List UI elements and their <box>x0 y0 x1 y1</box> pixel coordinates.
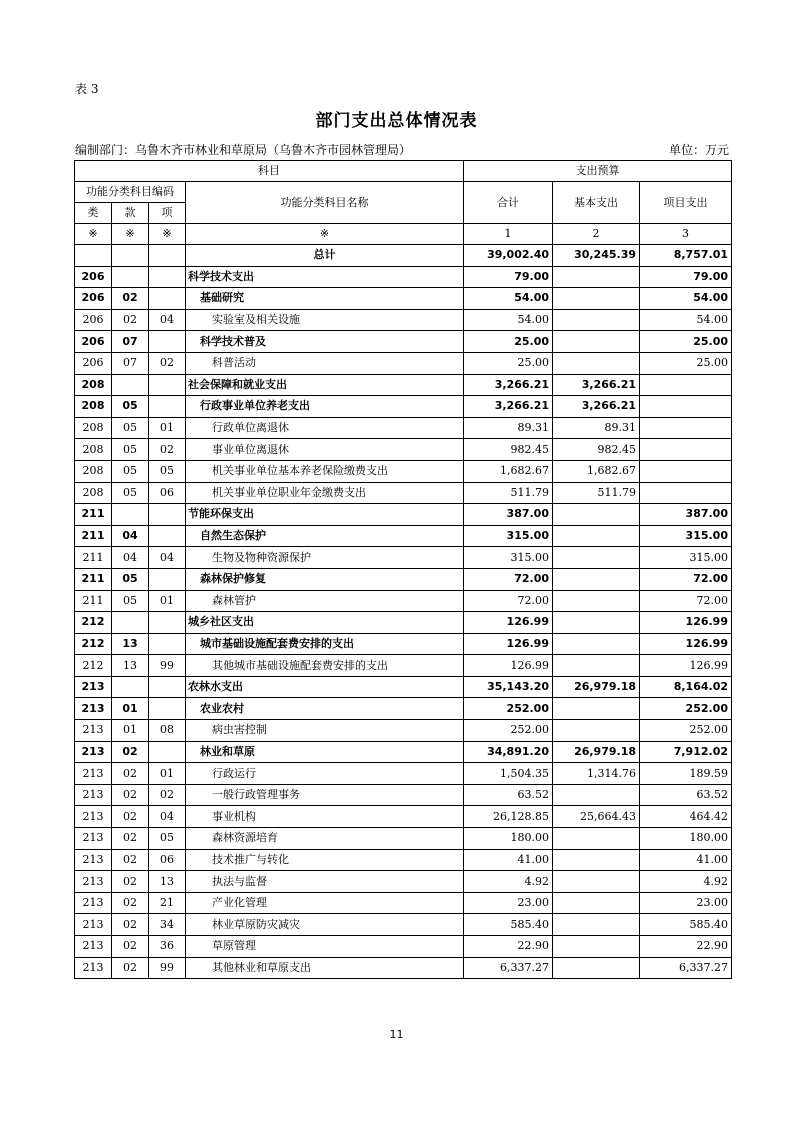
class-code: 213 <box>75 957 112 979</box>
table-row <box>75 828 732 850</box>
project-amount: 180.00 <box>640 828 732 850</box>
header-row-1 <box>75 161 732 182</box>
class-code: 212 <box>75 612 112 634</box>
total-amount: 79.00 <box>464 266 553 288</box>
subject-name: 产业化管理 <box>186 892 464 914</box>
subject-name: 其他林业和草原支出 <box>186 957 464 979</box>
class-code: 206 <box>75 266 112 288</box>
subject-name: 草原管理 <box>186 936 464 958</box>
project-amount: 41.00 <box>640 849 732 871</box>
project-amount <box>640 439 732 461</box>
subject-name: 病虫害控制 <box>186 720 464 742</box>
project-header: 项目支出 <box>640 182 732 224</box>
subject-name: 农林水支出 <box>186 676 464 698</box>
table-row <box>75 914 732 936</box>
empty-cell <box>112 245 149 267</box>
class-code: 213 <box>75 828 112 850</box>
section-code: 02 <box>112 892 149 914</box>
item-code: 13 <box>149 871 186 893</box>
kuan-header: 款 <box>112 203 149 224</box>
subject-name: 机关事业单位职业年金缴费支出 <box>186 482 464 504</box>
class-code: 211 <box>75 504 112 526</box>
subject-name: 城乡社区支出 <box>186 612 464 634</box>
section-code: 07 <box>112 352 149 374</box>
department-label: 编制部门：乌鲁木齐市林业和草原局（乌鲁木齐市园林管理局） <box>75 143 412 157</box>
class-code: 208 <box>75 374 112 396</box>
subject-name: 森林管护 <box>186 590 464 612</box>
project-amount: 126.99 <box>640 655 732 677</box>
subject-name: 实验室及相关设施 <box>186 309 464 331</box>
item-code <box>149 612 186 634</box>
grand-total-row <box>75 245 732 267</box>
item-code <box>149 568 186 590</box>
table-row <box>75 288 732 310</box>
empty-cell <box>149 245 186 267</box>
subject-header: 科目 <box>75 161 464 182</box>
basic-amount <box>553 590 640 612</box>
class-code: 213 <box>75 914 112 936</box>
section-code: 05 <box>112 439 149 461</box>
table-label: 表 3 <box>75 82 99 96</box>
section-code <box>112 374 149 396</box>
code-group-header: 功能分类科目编码 <box>75 182 186 203</box>
subject-name: 森林资源培育 <box>186 828 464 850</box>
table-row <box>75 849 732 871</box>
subject-name: 科学技术支出 <box>186 266 464 288</box>
section-code: 02 <box>112 309 149 331</box>
project-amount: 72.00 <box>640 590 732 612</box>
project-amount: 252.00 <box>640 720 732 742</box>
subject-name: 森林保护修复 <box>186 568 464 590</box>
class-code: 206 <box>75 331 112 353</box>
class-code: 206 <box>75 309 112 331</box>
class-code: 213 <box>75 936 112 958</box>
basic-amount: 26,979.18 <box>553 676 640 698</box>
basic-amount <box>553 331 640 353</box>
total-amount: 126.99 <box>464 612 553 634</box>
total-amount: 315.00 <box>464 525 553 547</box>
section-code: 05 <box>112 482 149 504</box>
project-amount: 464.42 <box>640 806 732 828</box>
subject-name: 自然生态保护 <box>186 525 464 547</box>
basic-amount: 26,979.18 <box>553 741 640 763</box>
subject-name: 机关事业单位基本养老保险缴费支出 <box>186 460 464 482</box>
table-row <box>75 396 732 418</box>
subject-name: 技术推广与转化 <box>186 849 464 871</box>
index-row <box>75 224 732 245</box>
table-row <box>75 547 732 569</box>
table-row <box>75 568 732 590</box>
name-header: 功能分类科目名称 <box>186 182 464 224</box>
project-amount: 54.00 <box>640 309 732 331</box>
class-code: 213 <box>75 871 112 893</box>
class-code: 213 <box>75 763 112 785</box>
item-code <box>149 374 186 396</box>
subject-name: 生物及物种资源保护 <box>186 547 464 569</box>
table-row <box>75 590 732 612</box>
table-row <box>75 352 732 374</box>
item-code <box>149 633 186 655</box>
table-row <box>75 957 732 979</box>
section-code: 05 <box>112 396 149 418</box>
basic-amount <box>553 892 640 914</box>
section-code: 02 <box>112 741 149 763</box>
project-amount: 315.00 <box>640 525 732 547</box>
subject-name: 行政事业单位养老支出 <box>186 396 464 418</box>
basic-amount <box>553 612 640 634</box>
lei-header: 类 <box>75 203 112 224</box>
basic-header: 基本支出 <box>553 182 640 224</box>
basic-amount <box>553 957 640 979</box>
grand-total-label: 总计 <box>186 245 464 267</box>
total-amount: 72.00 <box>464 590 553 612</box>
empty-cell <box>75 245 112 267</box>
basic-amount <box>553 525 640 547</box>
basic-amount <box>553 720 640 742</box>
basic-amount <box>553 266 640 288</box>
basic-amount <box>553 828 640 850</box>
section-code: 02 <box>112 763 149 785</box>
item-code: 02 <box>149 439 186 461</box>
basic-amount: 89.31 <box>553 417 640 439</box>
project-amount: 79.00 <box>640 266 732 288</box>
item-code: 04 <box>149 309 186 331</box>
project-amount <box>640 396 732 418</box>
basic-amount <box>553 547 640 569</box>
class-code: 208 <box>75 396 112 418</box>
basic-amount: 3,266.21 <box>553 396 640 418</box>
section-code: 13 <box>112 633 149 655</box>
class-code: 213 <box>75 676 112 698</box>
class-code: 208 <box>75 460 112 482</box>
class-code: 213 <box>75 892 112 914</box>
subject-name: 节能环保支出 <box>186 504 464 526</box>
table-row <box>75 936 732 958</box>
subject-name: 基础研究 <box>186 288 464 310</box>
class-code: 206 <box>75 288 112 310</box>
total-amount: 26,128.85 <box>464 806 553 828</box>
basic-amount <box>553 288 640 310</box>
page-title: 部门支出总体情况表 <box>315 111 478 131</box>
basic-amount <box>553 633 640 655</box>
section-code: 13 <box>112 655 149 677</box>
item-code: 06 <box>149 849 186 871</box>
table-row <box>75 460 732 482</box>
class-code: 211 <box>75 568 112 590</box>
project-amount: 126.99 <box>640 633 732 655</box>
project-amount: 252.00 <box>640 698 732 720</box>
class-code: 213 <box>75 784 112 806</box>
basic-amount: 3,266.21 <box>553 374 640 396</box>
item-code: 21 <box>149 892 186 914</box>
subject-name: 林业和草原 <box>186 741 464 763</box>
total-amount: 41.00 <box>464 849 553 871</box>
total-amount: 54.00 <box>464 309 553 331</box>
subject-name: 社会保障和就业支出 <box>186 374 464 396</box>
total-amount: 387.00 <box>464 504 553 526</box>
class-code: 213 <box>75 806 112 828</box>
section-code: 02 <box>112 871 149 893</box>
section-code <box>112 266 149 288</box>
project-amount <box>640 417 732 439</box>
total-amount: 180.00 <box>464 828 553 850</box>
table-row <box>75 698 732 720</box>
project-amount: 7,912.02 <box>640 741 732 763</box>
project-amount: 585.40 <box>640 914 732 936</box>
item-code: 34 <box>149 914 186 936</box>
table-row <box>75 504 732 526</box>
item-code <box>149 676 186 698</box>
total-amount: 25.00 <box>464 352 553 374</box>
class-code: 213 <box>75 849 112 871</box>
total-amount: 72.00 <box>464 568 553 590</box>
total-amount: 89.31 <box>464 417 553 439</box>
grand-total-project: 8,757.01 <box>640 245 732 267</box>
unit-label: 单位：万元 <box>668 143 729 157</box>
basic-amount: 511.79 <box>553 482 640 504</box>
item-code: 02 <box>149 784 186 806</box>
section-code: 05 <box>112 460 149 482</box>
class-code: 211 <box>75 547 112 569</box>
section-code: 02 <box>112 849 149 871</box>
total-amount: 34,891.20 <box>464 741 553 763</box>
total-amount: 585.40 <box>464 914 553 936</box>
subject-name: 科普活动 <box>186 352 464 374</box>
total-amount: 126.99 <box>464 633 553 655</box>
total-amount: 252.00 <box>464 698 553 720</box>
mark-cell: ※ <box>186 224 464 245</box>
subject-name: 农业农村 <box>186 698 464 720</box>
project-amount <box>640 374 732 396</box>
section-code <box>112 612 149 634</box>
total-amount: 6,337.27 <box>464 957 553 979</box>
basic-amount <box>553 849 640 871</box>
item-code: 99 <box>149 957 186 979</box>
section-code: 05 <box>112 417 149 439</box>
section-code: 05 <box>112 590 149 612</box>
basic-amount: 1,682.67 <box>553 460 640 482</box>
class-code: 212 <box>75 655 112 677</box>
total-amount: 126.99 <box>464 655 553 677</box>
basic-amount <box>553 914 640 936</box>
basic-amount <box>553 504 640 526</box>
basic-amount <box>553 309 640 331</box>
section-code: 02 <box>112 806 149 828</box>
total-amount: 25.00 <box>464 331 553 353</box>
basic-amount: 25,664.43 <box>553 806 640 828</box>
class-code: 213 <box>75 720 112 742</box>
item-code: 36 <box>149 936 186 958</box>
basic-amount <box>553 655 640 677</box>
section-code: 02 <box>112 957 149 979</box>
table-row <box>75 525 732 547</box>
table-row <box>75 892 732 914</box>
item-code <box>149 331 186 353</box>
mark-cell: ※ <box>112 224 149 245</box>
class-code: 213 <box>75 741 112 763</box>
project-amount: 387.00 <box>640 504 732 526</box>
budget-header: 支出预算 <box>464 161 732 182</box>
project-amount: 23.00 <box>640 892 732 914</box>
item-code <box>149 288 186 310</box>
item-code: 08 <box>149 720 186 742</box>
basic-amount <box>553 936 640 958</box>
basic-amount <box>553 352 640 374</box>
project-amount: 8,164.02 <box>640 676 732 698</box>
table-row <box>75 439 732 461</box>
table-row <box>75 763 732 785</box>
section-code <box>112 676 149 698</box>
subject-name: 城市基础设施配套费安排的支出 <box>186 633 464 655</box>
item-code <box>149 741 186 763</box>
total-amount: 63.52 <box>464 784 553 806</box>
class-code: 211 <box>75 590 112 612</box>
section-code: 04 <box>112 525 149 547</box>
grand-total-basic: 30,245.39 <box>553 245 640 267</box>
item-code: 04 <box>149 806 186 828</box>
total-amount: 22.90 <box>464 936 553 958</box>
mark-cell: ※ <box>75 224 112 245</box>
subject-name: 行政单位离退休 <box>186 417 464 439</box>
basic-amount <box>553 568 640 590</box>
table-row <box>75 309 732 331</box>
class-code: 211 <box>75 525 112 547</box>
project-amount: 315.00 <box>640 547 732 569</box>
table-row <box>75 482 732 504</box>
total-amount: 54.00 <box>464 288 553 310</box>
section-code: 04 <box>112 547 149 569</box>
section-code <box>112 504 149 526</box>
class-code: 213 <box>75 698 112 720</box>
item-code <box>149 266 186 288</box>
class-code: 206 <box>75 352 112 374</box>
table-row <box>75 266 732 288</box>
column-number: 1 <box>464 224 553 245</box>
table-row <box>75 741 732 763</box>
total-amount: 23.00 <box>464 892 553 914</box>
section-code: 01 <box>112 698 149 720</box>
total-amount: 982.45 <box>464 439 553 461</box>
xiang-header: 项 <box>149 203 186 224</box>
project-amount: 25.00 <box>640 352 732 374</box>
project-amount: 6,337.27 <box>640 957 732 979</box>
total-amount: 1,504.35 <box>464 763 553 785</box>
section-code: 05 <box>112 568 149 590</box>
class-code: 208 <box>75 482 112 504</box>
item-code: 01 <box>149 417 186 439</box>
project-amount: 72.00 <box>640 568 732 590</box>
total-amount: 35,143.20 <box>464 676 553 698</box>
table-row <box>75 417 732 439</box>
subject-name: 执法与监督 <box>186 871 464 893</box>
total-amount: 315.00 <box>464 547 553 569</box>
total-amount: 3,266.21 <box>464 396 553 418</box>
item-code <box>149 525 186 547</box>
column-number: 2 <box>553 224 640 245</box>
section-code: 02 <box>112 914 149 936</box>
item-code <box>149 396 186 418</box>
subject-name: 林业草原防灾减灾 <box>186 914 464 936</box>
section-code: 07 <box>112 331 149 353</box>
table-row <box>75 331 732 353</box>
table-row <box>75 720 732 742</box>
project-amount: 25.00 <box>640 331 732 353</box>
basic-amount: 1,314.76 <box>553 763 640 785</box>
subject-name: 科学技术普及 <box>186 331 464 353</box>
item-code: 99 <box>149 655 186 677</box>
table-row <box>75 374 732 396</box>
table-row <box>75 655 732 677</box>
class-code: 208 <box>75 417 112 439</box>
basic-amount <box>553 784 640 806</box>
project-amount: 4.92 <box>640 871 732 893</box>
item-code: 02 <box>149 352 186 374</box>
item-code: 01 <box>149 763 186 785</box>
item-code: 01 <box>149 590 186 612</box>
subject-name: 行政运行 <box>186 763 464 785</box>
mark-cell: ※ <box>149 224 186 245</box>
section-code: 02 <box>112 936 149 958</box>
subject-name: 其他城市基础设施配套费安排的支出 <box>186 655 464 677</box>
item-code <box>149 504 186 526</box>
expenditure-table <box>74 160 732 979</box>
section-code: 02 <box>112 828 149 850</box>
project-amount: 189.59 <box>640 763 732 785</box>
class-code: 212 <box>75 633 112 655</box>
basic-amount: 982.45 <box>553 439 640 461</box>
project-amount: 63.52 <box>640 784 732 806</box>
table-row <box>75 784 732 806</box>
project-amount: 126.99 <box>640 612 732 634</box>
page-number: 11 <box>389 1028 404 1041</box>
section-code: 02 <box>112 784 149 806</box>
table-row <box>75 612 732 634</box>
subject-name: 一般行政管理事务 <box>186 784 464 806</box>
total-amount: 4.92 <box>464 871 553 893</box>
basic-amount <box>553 698 640 720</box>
project-amount <box>640 482 732 504</box>
item-code <box>149 698 186 720</box>
section-code: 02 <box>112 288 149 310</box>
total-amount: 511.79 <box>464 482 553 504</box>
table-row <box>75 633 732 655</box>
table-row <box>75 806 732 828</box>
subject-name: 事业单位离退休 <box>186 439 464 461</box>
table-row <box>75 871 732 893</box>
project-amount: 54.00 <box>640 288 732 310</box>
project-amount <box>640 460 732 482</box>
item-code: 06 <box>149 482 186 504</box>
header-row-2 <box>75 182 732 203</box>
grand-total-total: 39,002.40 <box>464 245 553 267</box>
class-code: 208 <box>75 439 112 461</box>
total-amount: 3,266.21 <box>464 374 553 396</box>
column-number: 3 <box>640 224 732 245</box>
total-header: 合计 <box>464 182 553 224</box>
project-amount: 22.90 <box>640 936 732 958</box>
table-row <box>75 676 732 698</box>
section-code: 01 <box>112 720 149 742</box>
total-amount: 1,682.67 <box>464 460 553 482</box>
item-code: 05 <box>149 828 186 850</box>
subject-name: 事业机构 <box>186 806 464 828</box>
basic-amount <box>553 871 640 893</box>
total-amount: 252.00 <box>464 720 553 742</box>
item-code: 04 <box>149 547 186 569</box>
item-code: 05 <box>149 460 186 482</box>
